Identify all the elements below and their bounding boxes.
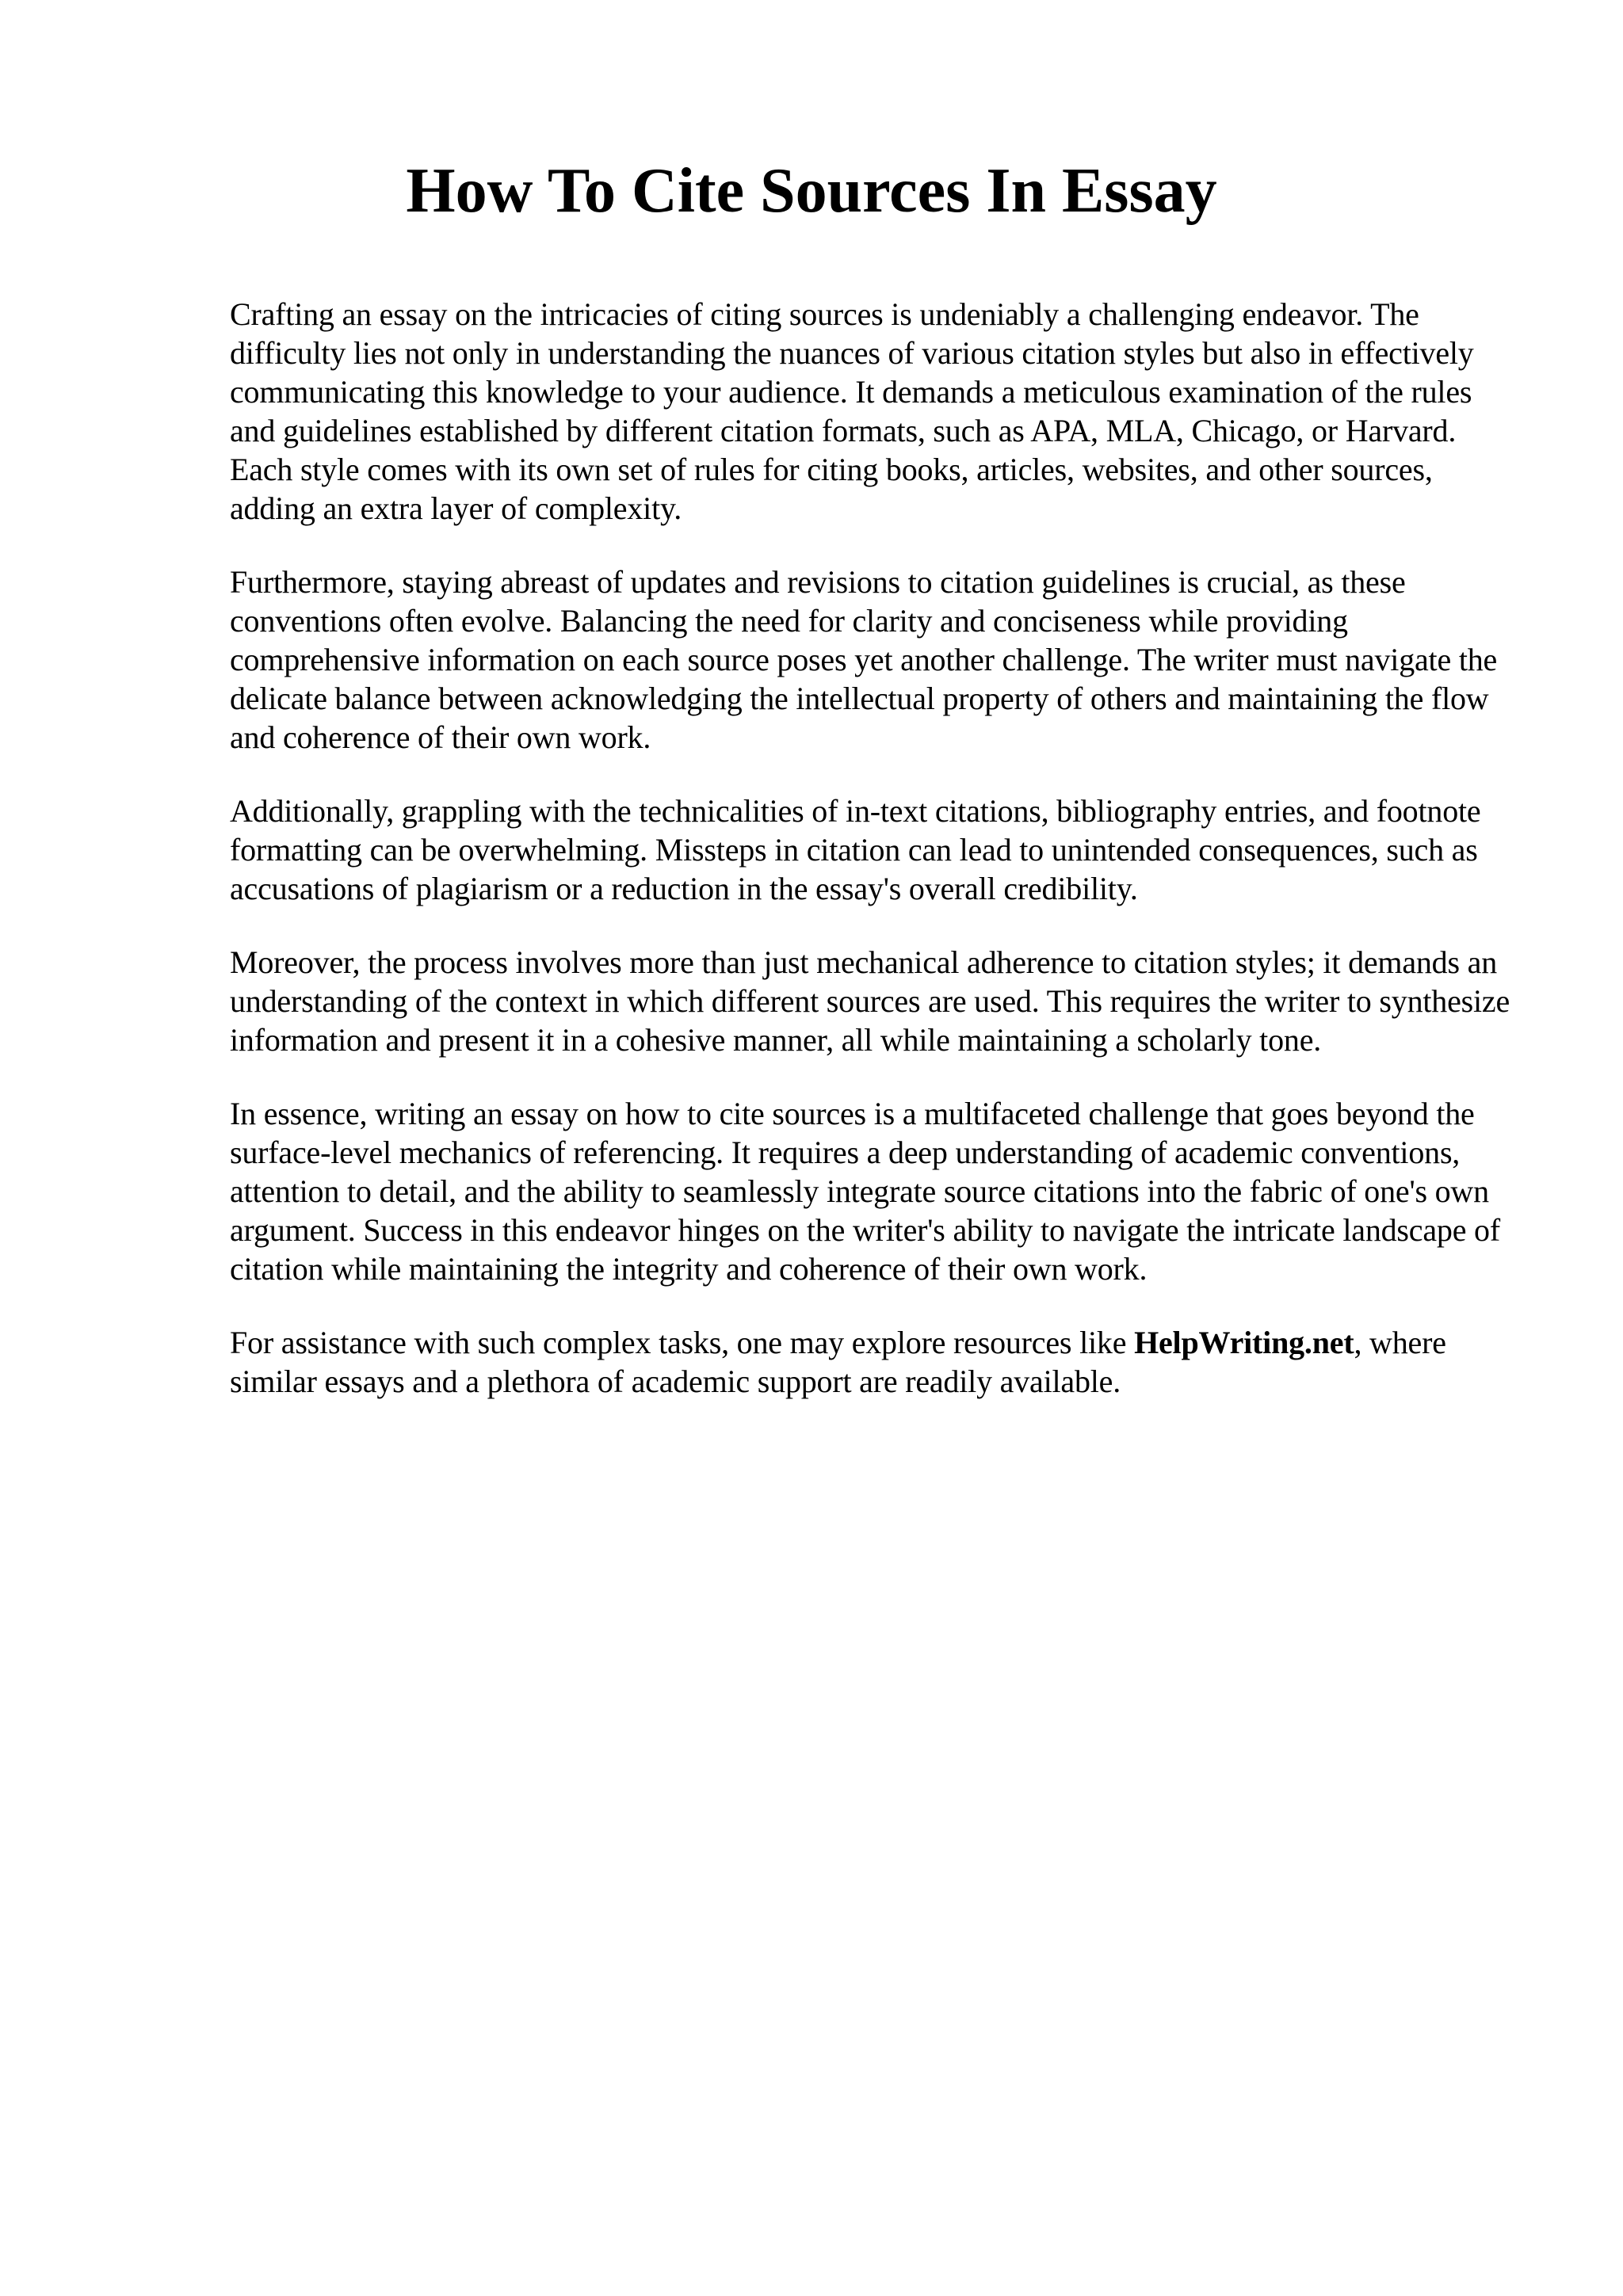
closing-text-before: For assistance with such complex tasks, one may explore resources like [230,1325,1135,1360]
document-body [230,295,1514,1436]
paragraph-1: Crafting an essay on the intricacies of citing sources is undeniably a challenging endeavor. The difficulty lies not only in understanding the nuances of various citation styles but also in effectively communicating this knowledge to your audience. It demands a meticulous examination of the rules and guidelines established by different citation formats, such as APA, MLA, Chicago, or Harvard. Each style comes with its own set of rules for citing books, articles, websites, and other sources, adding an extra layer of complexity. [230,296,1474,526]
paragraph-4: Moreover, the process involves more than just mechanical adherence to citation styles; it demands an understanding of the context in which different sources are used. This requires the writer to synthesize information and present it in a cohesive manner, all while maintaining a scholarly tone. [230,944,1510,1058]
paragraph-2: Furthermore, staying abreast of updates and revisions to citation guidelines is crucial, as these conventions often evolve. Balancing the need for clarity and conciseness while providing comprehensive information on each source poses yet another challenge. The writer must navigate the delicate balance between acknowledging the intellectual property of others and maintaining the flow and coherence of their own work. [230,564,1498,755]
paragraph-5: In essence, writing an essay on how to cite sources is a multifaceted challenge that goes beyond the surface-level mechanics of referencing. It requires a deep understanding of academic conventions, attention to detail, and the ability to seamlessly integrate source citations into the fabric of one's own argument. Success in this endeavor hinges on the writer's ability to navigate the intricate landscape of citation while maintaining the integrity and coherence of their own work. [230,1096,1500,1287]
closing-text-after: , where similar essays and a plethora of academic support are readily available. [230,1325,1446,1399]
closing-paragraph [230,1323,1514,1401]
paragraph-3: Additionally, grappling with the technicalities of in-text citations, bibliography entries, and footnote formatting can be overwhelming. Missteps in citation can lead to unintended consequences, such as accusations of plagiarism or a reduction in the essay's overall credibility. [230,793,1481,906]
helpwriting-link[interactable]: HelpWriting.net [1134,1325,1354,1360]
page-title: How To Cite Sources In Essay [406,156,1217,226]
